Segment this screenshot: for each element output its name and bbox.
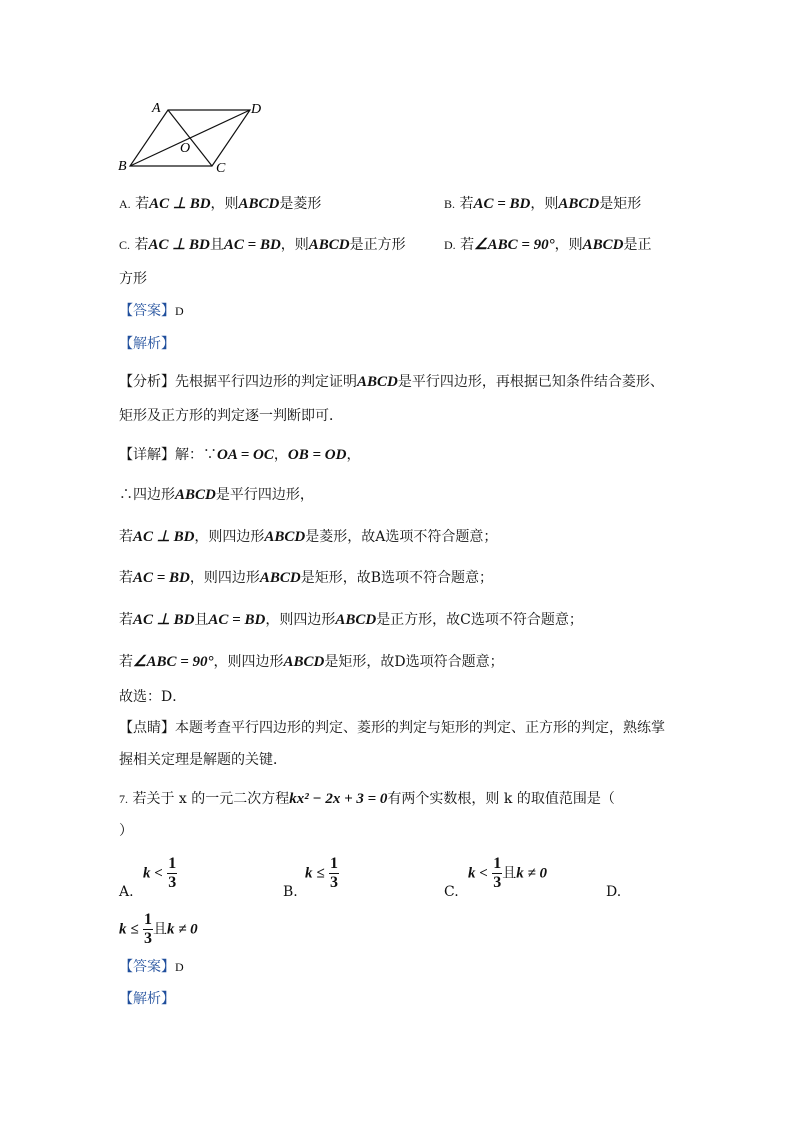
math-shape: ABCD	[308, 237, 350, 253]
q7-analysis-tag: 【解析】	[119, 991, 175, 1007]
q6-option-a	[119, 193, 321, 213]
fraction	[167, 856, 177, 891]
text: 是矩形，故B选项不符合题意；	[300, 570, 494, 586]
fraction-numerator: 1	[493, 855, 502, 872]
text: ，则四边形	[213, 654, 284, 670]
math-condition: k ≠ 0	[166, 921, 198, 938]
q6-dianjing-line2: 握相关定理是解题的关键．	[119, 752, 287, 768]
option-text: ，则	[280, 237, 309, 253]
detail-tag: 【详解】	[119, 447, 175, 463]
fraction-denominator: 3	[143, 930, 152, 947]
q7-option-c	[468, 856, 547, 891]
text: 且	[152, 921, 167, 938]
question-number: 7.	[119, 792, 128, 806]
text: 本题考查平行四边形的判定、菱形的判定与矩形的判定、正方形的判定，熟练掌	[175, 720, 665, 736]
math-condition: AC = BD	[133, 570, 190, 586]
math-condition: AC ⊥ BD	[149, 196, 211, 212]
diagonal-bd	[130, 110, 250, 166]
q6-detail-line7: 故选：D．	[119, 689, 187, 705]
option-letter: C.	[119, 238, 131, 252]
option-letter: A.	[119, 197, 131, 211]
fraction	[143, 912, 153, 947]
q6-detail-line3	[119, 526, 497, 546]
label-o: O	[180, 141, 191, 156]
text: 且	[502, 865, 517, 882]
math-condition: AC ⊥ BD	[133, 612, 195, 628]
math-condition: AC = BD	[208, 612, 266, 628]
text: 若	[119, 654, 133, 670]
math-shape: ABCD	[335, 612, 377, 628]
math-equation: OA = OC	[217, 447, 274, 463]
fraction-numerator: 1	[143, 911, 152, 928]
option-text: 是正方形	[349, 237, 406, 253]
q7-option-a-letter: A.	[119, 884, 134, 900]
math-equation: OB = OD	[287, 447, 347, 463]
parallelogram-figure	[112, 96, 272, 180]
math-shape: ABCD	[238, 196, 280, 212]
math-condition: k ≠ 0	[516, 865, 547, 882]
math-condition: ∠ABC = 90°	[474, 237, 555, 253]
label-d: D	[251, 102, 262, 117]
label-a: A	[152, 101, 161, 116]
q6-detail-line6	[119, 651, 504, 671]
q6-option-d	[444, 234, 652, 254]
option-letter: D.	[444, 238, 456, 252]
option-text: 若	[134, 237, 149, 253]
q7-option-c-letter: C.	[444, 884, 459, 900]
option-text: 且	[209, 237, 224, 253]
text: 是矩形，故D选项符合题意；	[324, 654, 504, 670]
answer-value: D	[175, 304, 184, 318]
text: ∴四边形	[119, 487, 175, 503]
option-text: ，则	[554, 237, 583, 253]
math-shape: ABCD	[175, 487, 216, 503]
text: 若	[119, 570, 133, 586]
math-shape: ABCD	[558, 196, 600, 212]
text: 若	[119, 612, 133, 628]
text: 解：∵	[175, 447, 217, 463]
fraction-denominator: 3	[329, 874, 338, 891]
q6-fenxi-line1	[119, 371, 664, 391]
q6-detail-line5	[119, 609, 583, 629]
math-condition: AC ⊥ BD	[133, 529, 195, 545]
answer-value: D	[175, 960, 184, 974]
text: ，	[346, 447, 361, 463]
text: 是平行四边形，再根据已知条件结合菱形、	[397, 374, 664, 390]
text: ，则四边形	[194, 529, 265, 545]
q6-analysis-tag: 【解析】	[119, 336, 175, 352]
math-shape: ABCD	[582, 237, 624, 253]
math-shape: ABCD	[259, 570, 301, 586]
answer-tag: 【答案】	[119, 303, 175, 319]
text: 若	[119, 529, 133, 545]
option-text: ，则	[210, 196, 239, 212]
math-inequality: k <	[143, 865, 163, 882]
text: 且	[194, 612, 209, 628]
option-letter: B.	[444, 197, 456, 211]
q7-option-a	[143, 856, 177, 891]
math-equation: kx² − 2x + 3 = 0	[289, 791, 388, 807]
q6-dianjing-line1	[119, 717, 665, 737]
q6-detail-line2	[119, 484, 314, 504]
q7-stem-line2: ）	[119, 823, 133, 839]
math-inequality: k <	[468, 865, 488, 882]
q6-option-d-continued: 方形	[119, 271, 147, 287]
text: 若关于 x 的一元二次方程	[132, 791, 290, 807]
text: 是平行四边形，	[215, 487, 314, 503]
q7-option-b-letter: B.	[283, 884, 298, 900]
option-text: 是矩形	[599, 196, 642, 212]
math-inequality: k ≤	[119, 921, 139, 938]
fraction	[492, 856, 502, 891]
option-text: 若	[135, 196, 150, 212]
math-shape: ABCD	[357, 374, 398, 390]
fraction-denominator: 3	[493, 874, 502, 891]
text: ，	[273, 447, 288, 463]
text: ，则四边形	[265, 612, 336, 628]
fraction-denominator: 3	[168, 874, 177, 891]
option-text: 若	[460, 237, 475, 253]
fenxi-tag: 【分析】	[119, 374, 175, 390]
q7-option-d	[119, 912, 198, 947]
option-text: 若	[459, 196, 474, 212]
fraction-numerator: 1	[329, 855, 338, 872]
dianjing-tag: 【点睛】	[119, 720, 175, 736]
text: 先根据平行四边形的判定证明	[175, 374, 357, 390]
fraction-numerator: 1	[168, 855, 177, 872]
q6-fenxi-line2: 矩形及正方形的判定逐一判断即可．	[119, 408, 343, 424]
q6-detail-line4	[119, 567, 493, 587]
option-text: 是菱形	[279, 196, 322, 212]
option-text: ，则	[530, 196, 559, 212]
text: ，则四边形	[189, 570, 260, 586]
math-shape: ABCD	[283, 654, 325, 670]
q7-option-b	[305, 856, 339, 891]
label-b: B	[118, 159, 127, 174]
text: 有两个实数根，则 k 的取值范围是（	[387, 791, 615, 807]
math-condition: ∠ABC = 90°	[133, 654, 214, 670]
option-text: 是正	[623, 237, 652, 253]
answer-tag: 【答案】	[119, 959, 175, 975]
math-condition: AC = BD	[223, 237, 281, 253]
math-inequality: k ≤	[305, 865, 325, 882]
fraction	[329, 856, 339, 891]
q7-answer	[119, 956, 184, 976]
text: 是菱形，故A选项不符合题意；	[305, 529, 498, 545]
q6-detail-line1	[119, 444, 360, 464]
q6-option-c	[119, 234, 406, 254]
math-shape: ABCD	[264, 529, 306, 545]
q6-answer	[119, 300, 184, 320]
label-c: C	[216, 161, 226, 176]
q7-option-d-letter: D.	[606, 884, 622, 900]
q6-option-b	[444, 193, 641, 213]
math-condition: AC = BD	[473, 196, 531, 212]
text: 是正方形，故C选项不符合题意；	[376, 612, 583, 628]
q7-stem-line1	[119, 788, 615, 808]
math-condition: AC ⊥ BD	[148, 237, 210, 253]
